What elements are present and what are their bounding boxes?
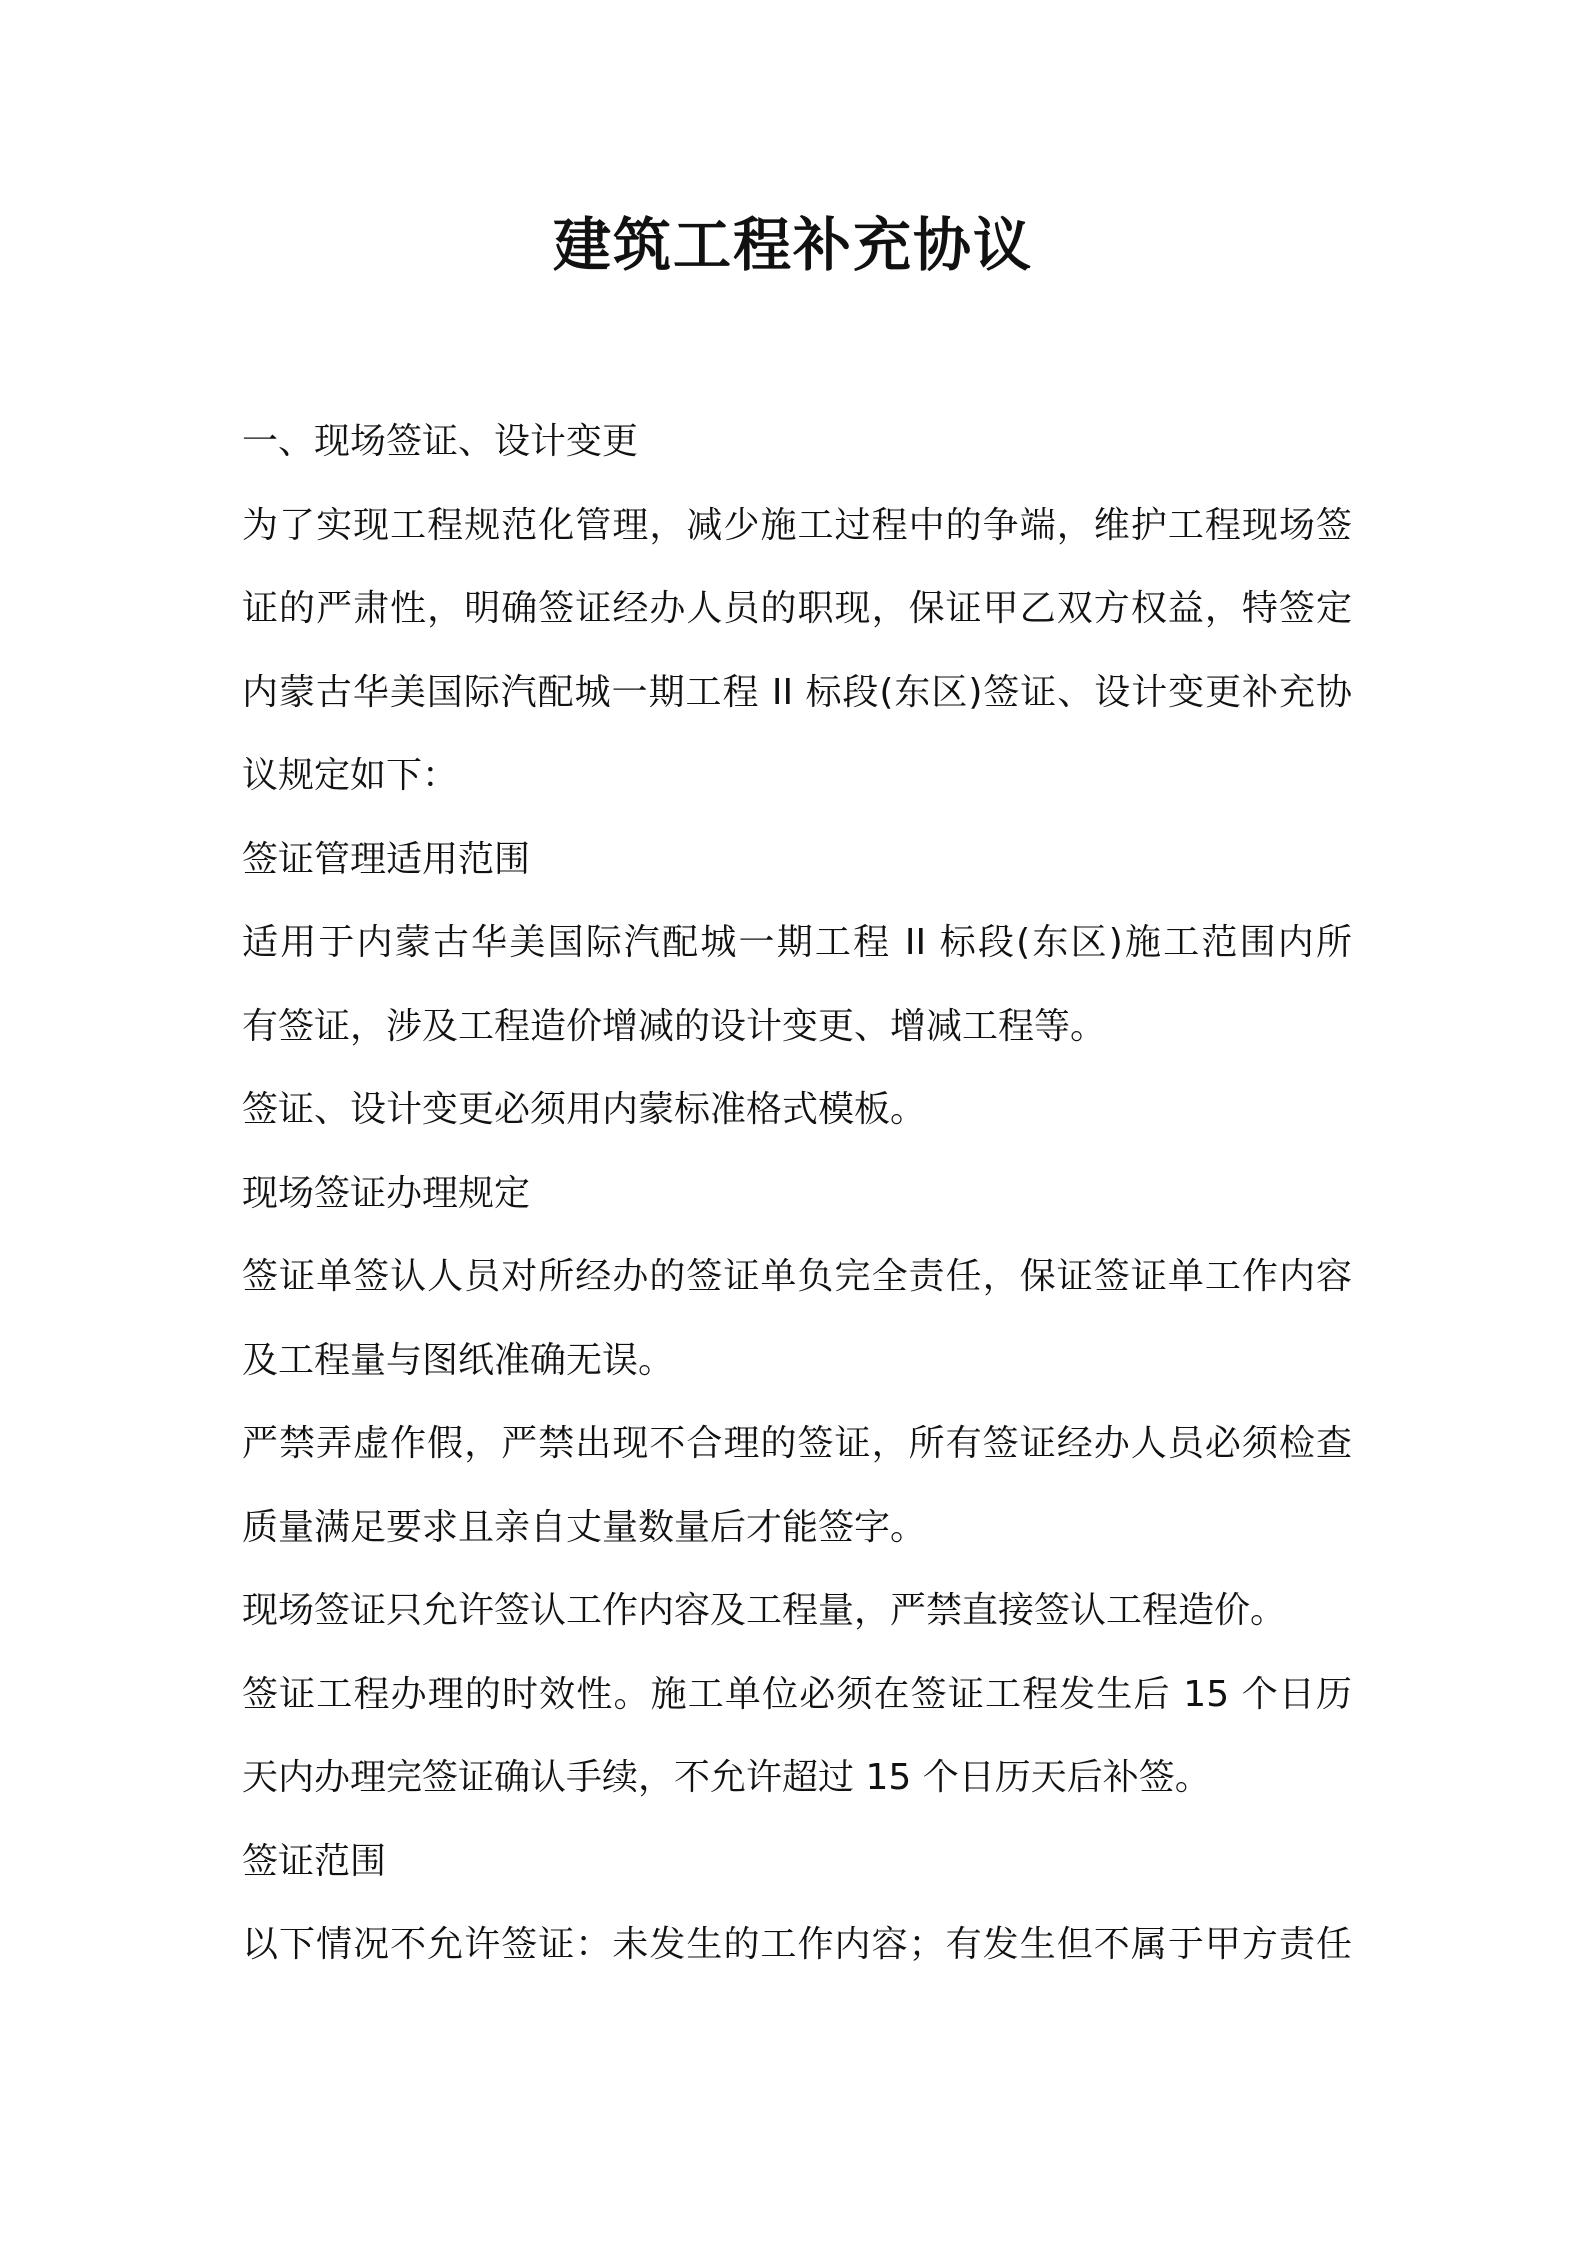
body-text-line: 议规定如下： [242, 755, 459, 796]
subheading-scope: 签证管理适用范围 [242, 838, 531, 880]
body-text-line: 签证单签认人员对所经办的签证单负完全责任，保证签证单工作内容 [242, 1256, 1352, 1297]
body-text-line: 现场签证只允许签认工作内容及工程量，严禁直接签认工程造价。 [242, 1590, 1287, 1631]
body-text-line: 签证工程办理的时效性。施工单位必须在签证工程发生后 15 个日历 [242, 1673, 1352, 1715]
body-text-line: 及工程量与图纸准确无误。 [242, 1339, 675, 1381]
document-title: 建筑工程补充协议 [552, 211, 1033, 279]
body-text-line: 签证、设计变更必须用内蒙标准格式模板。 [242, 1089, 927, 1130]
body-text-line: 严禁弄虚作假，严禁出现不合理的签证，所有签证经办人员必须检查 [242, 1423, 1352, 1464]
body-text-line: 内蒙古华美国际汽配城一期工程 II 标段(东区)签证、设计变更补充协 [242, 671, 1352, 713]
subheading-visa-rules: 现场签证办理规定 [242, 1172, 531, 1214]
document-body [242, 400, 1352, 1987]
body-text-line: 证的严肃性，明确签证经办人员的职现，保证甲乙双方权益，特签定 [242, 588, 1352, 629]
body-text-line: 有签证，涉及工程造价增减的设计变更、增减工程等。 [242, 1005, 1107, 1047]
subheading-visa-range: 签证范围 [242, 1840, 387, 1882]
body-text-line: 为了实现工程规范化管理，减少施工过程中的争端，维护工程现场签 [242, 504, 1352, 546]
body-text-line: 质量满足要求且亲自丈量数量后才能签字。 [242, 1506, 927, 1548]
section-heading-on-site-visa: 一、现场签证、设计变更 [242, 421, 639, 462]
body-text-line: 天内办理完签证确认手续，不允许超过 15 个日历天后补签。 [242, 1757, 1211, 1798]
body-text-line: 适用于内蒙古华美国际汽配城一期工程 II 标段(东区)施工范围内所 [242, 922, 1352, 963]
body-text-line: 以下情况不允许签证：未发生的工作内容；有发生但不属于甲方责任 [242, 1924, 1352, 1965]
